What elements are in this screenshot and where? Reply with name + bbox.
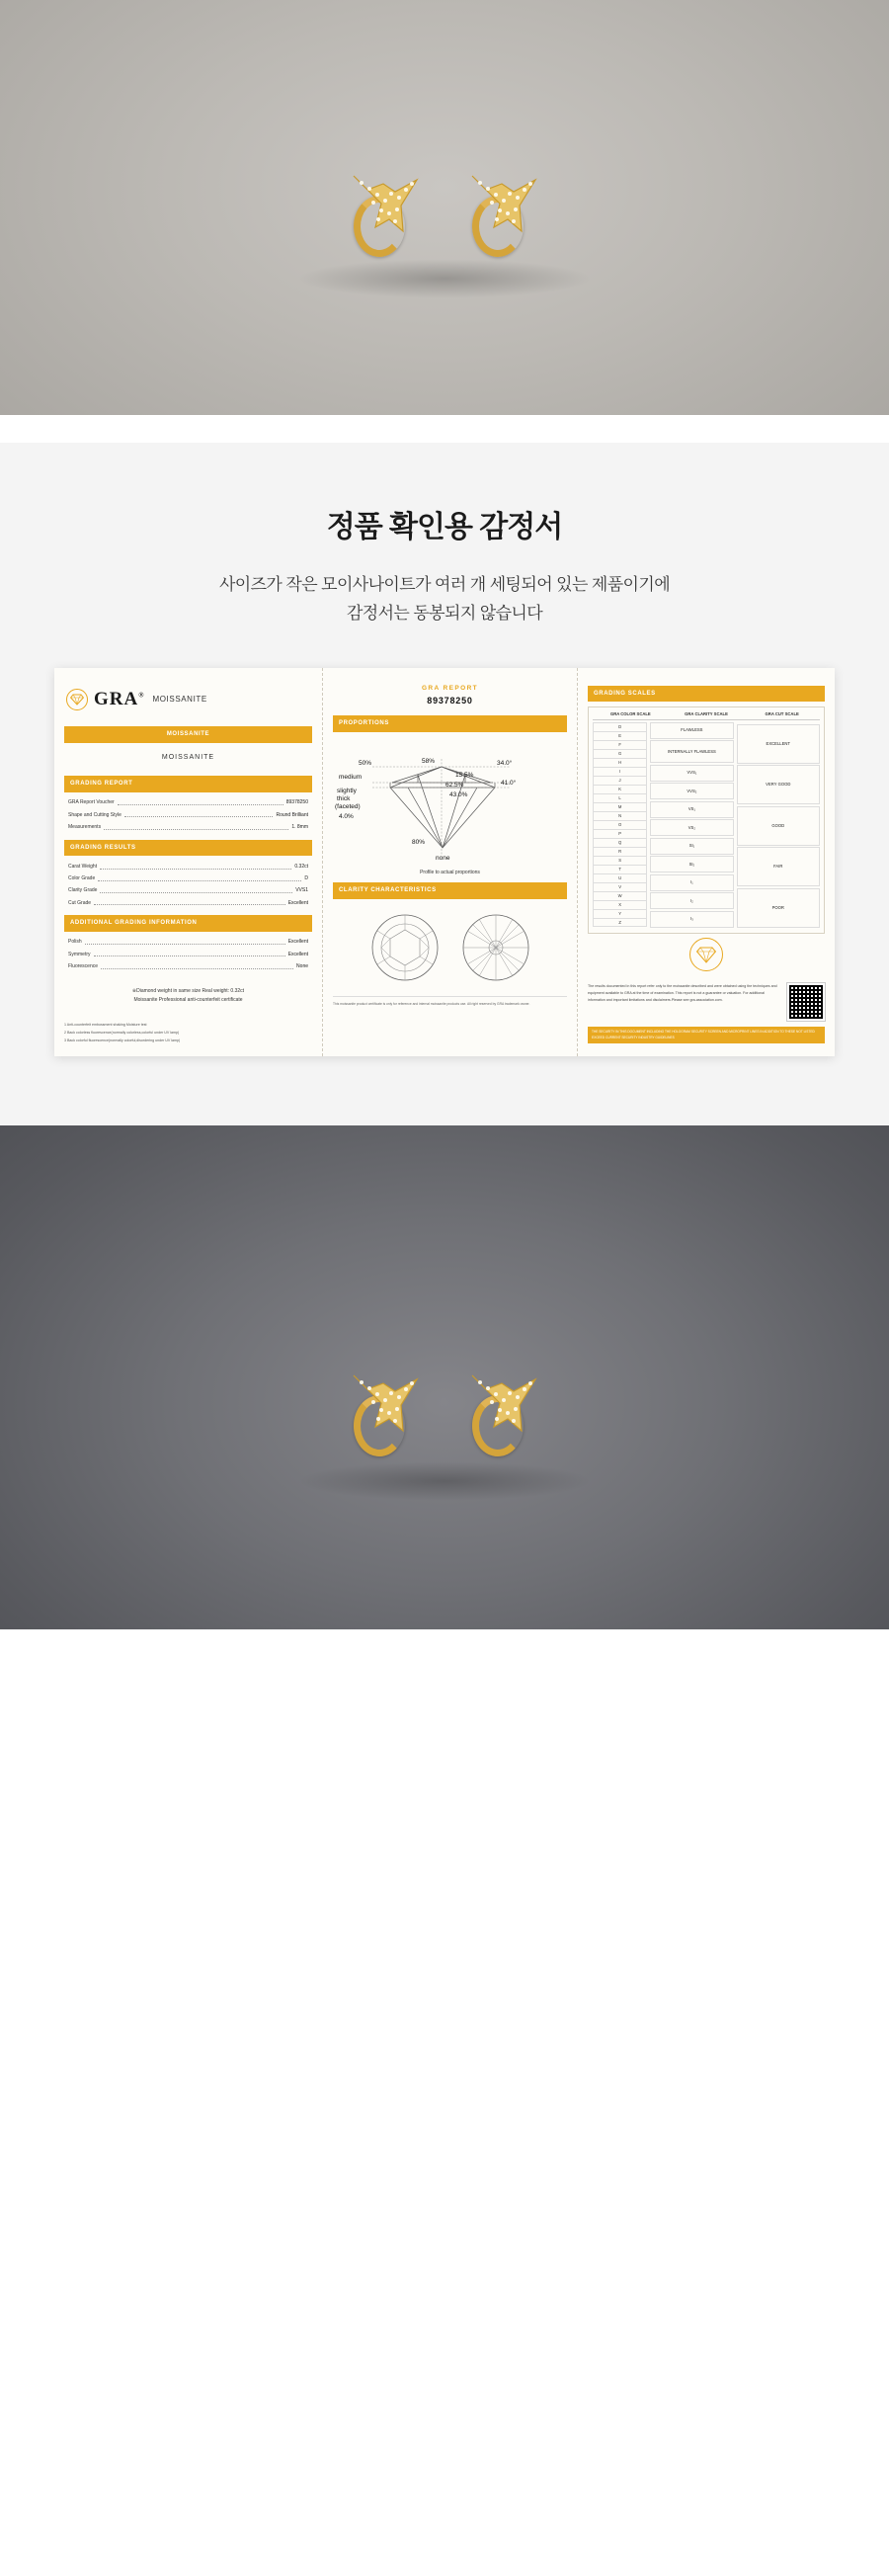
dot-leader <box>100 892 292 893</box>
clarity-scale-column <box>647 722 733 930</box>
color-scale-column <box>593 722 647 930</box>
clarity-cell: INTERNALLY FLAWLESS <box>650 740 733 763</box>
diamond-profile-svg <box>333 737 566 868</box>
report-row <box>64 821 312 833</box>
color-cell: F <box>593 740 647 749</box>
bar-grading-results: GRADING RESULTS <box>64 840 312 857</box>
color-cell: N <box>593 811 647 820</box>
earring-pair-bottom <box>340 1368 549 1476</box>
certificate-section <box>0 443 889 1125</box>
clarity-cell: VVS₁ <box>650 765 733 782</box>
row-value: 89378250 <box>285 799 308 806</box>
hero-product-photo <box>0 0 889 415</box>
whale-tail-icon <box>464 1370 541 1433</box>
earring-right <box>458 1368 549 1476</box>
report-row <box>64 797 312 809</box>
row-value: VVS1 <box>295 887 308 894</box>
color-cell: W <box>593 891 647 900</box>
bar-proportions: PROPORTIONS <box>333 715 567 732</box>
header-cut-scale: GRA CUT SCALE <box>765 711 799 717</box>
row-value: Round Brilliant <box>276 811 308 818</box>
additional-row <box>64 949 312 960</box>
row-label: Measurements <box>68 823 102 830</box>
report-row <box>64 809 312 821</box>
dot-leader <box>94 904 285 905</box>
diamond-pavilion-view-icon <box>457 909 534 986</box>
bottom-product-photo <box>0 1125 889 1629</box>
color-cell: Z <box>593 918 647 927</box>
color-cell: Y <box>593 909 647 918</box>
clarity-cell: VS₁ <box>650 801 733 818</box>
bar-additional-info: ADDITIONAL GRADING INFORMATION <box>64 915 312 932</box>
clarity-cell: I₁ <box>650 874 733 891</box>
svg-text:50%: 50% <box>359 759 372 767</box>
dot-leader <box>98 880 301 881</box>
result-row <box>64 873 312 885</box>
cut-cell: POOR <box>737 888 820 928</box>
cut-cell: GOOD <box>737 806 820 846</box>
color-cell: R <box>593 847 647 856</box>
row-label: Fluorescence <box>68 962 99 969</box>
svg-text:41.0°: 41.0° <box>501 779 517 787</box>
color-cell: K <box>593 785 647 793</box>
weight-note: ※Diamond weight in same size Real weight: 0.32ct <box>131 987 245 994</box>
color-cell: H <box>593 758 647 767</box>
svg-text:34.0°: 34.0° <box>497 759 513 767</box>
section-subtitle <box>0 571 889 628</box>
row-label: Polish <box>68 939 82 946</box>
footnote-2: 2 Back colorless fluorescence(normally colorless,colorful under UV lamp) <box>64 1030 180 1035</box>
clarity-cell: SI₂ <box>650 856 733 873</box>
row-value: Excellent <box>287 939 308 946</box>
result-row <box>64 885 312 897</box>
header-clarity-scale: GRA CLARITY SCALE <box>685 711 728 717</box>
clarity-diagrams <box>333 905 567 990</box>
color-cell: E <box>593 731 647 740</box>
row-label: Symmetry <box>68 951 91 957</box>
disclaimer-text: The results documented in this report refer only to the moissanite described and were obtained using the techniques and equipment available to GRA at the time of examination. This report is not a guarantee or valuation. For additional information and important limitations and disclaimers.Please see gra-association.com. <box>588 984 777 1002</box>
dot-leader <box>124 816 274 817</box>
brand-superscript: ® <box>138 691 145 700</box>
brand-name <box>94 686 144 713</box>
color-cell: V <box>593 882 647 891</box>
cut-scale-column <box>734 722 820 930</box>
dot-leader <box>100 869 291 870</box>
certificate-left-panel <box>54 668 323 1057</box>
svg-text:62.5%: 62.5% <box>445 781 464 789</box>
gra-seal-icon <box>689 938 723 971</box>
svg-text:thick: thick <box>337 794 351 802</box>
row-label: Clarity Grade <box>68 887 98 894</box>
proportions-caption: Profile to actual proportions <box>420 869 480 875</box>
diamond-icon <box>66 689 88 710</box>
bar-grading-scales: GRADING SCALES <box>588 686 825 703</box>
row-label: Carat Weight <box>68 863 98 870</box>
proportions-diagram <box>333 737 567 868</box>
color-cell: O <box>593 820 647 829</box>
earring-left <box>340 168 431 277</box>
anticounterfeit-note: Moissanite Professional anti-counterfeit certificate <box>133 997 243 1004</box>
dot-leader <box>101 968 293 969</box>
whale-tail-icon <box>464 170 541 233</box>
certificate-middle-panel <box>323 668 578 1057</box>
result-rows <box>64 861 312 909</box>
left-center-label: MOISSANITE <box>161 754 215 762</box>
security-strip: THE SECURITY IN THIS DOCUMENT INCLUDING THE HOLOGRAM SECURITY SCREEN AND MICROPRINT LINES IN ADDITION TO THESE NOT LISTED EXCEED CURRENT SECURITY INDUSTRY GUIDELINES <box>588 1027 825 1043</box>
qr-code-icon <box>787 983 825 1021</box>
scales-header-row <box>593 711 820 719</box>
additional-rows <box>64 937 312 973</box>
cut-cell: EXCELLENT <box>737 724 820 764</box>
result-row <box>64 897 312 909</box>
subtitle-line-1: 사이즈가 작은 모이사나이트가 여러 개 세팅되어 있는 제품이기에 <box>218 575 671 594</box>
clarity-cell: I₃ <box>650 911 733 928</box>
whale-tail-icon <box>346 1370 423 1433</box>
spacer <box>0 415 889 443</box>
row-value: 1. 8mm <box>291 823 308 830</box>
row-value: Excellent <box>287 951 308 957</box>
svg-text:none: none <box>436 854 450 862</box>
brand-name-text: GRA <box>94 688 139 709</box>
bar-grading-report: GRADING REPORT <box>64 776 312 792</box>
color-cell: J <box>593 776 647 785</box>
seal-wrapper <box>588 934 825 973</box>
brand-subtitle: MOISSANITE <box>152 694 207 704</box>
scales-body <box>593 722 820 930</box>
whale-tail-icon <box>346 170 423 233</box>
earring-pair-top <box>340 168 549 277</box>
report-rows <box>64 797 312 834</box>
report-header <box>333 680 567 709</box>
cut-cell: FAIR <box>737 847 820 886</box>
bar-moissanite: MOISSANITE <box>64 726 312 743</box>
row-value: 0.32ct <box>294 863 308 870</box>
row-value: D <box>304 875 308 882</box>
color-cell: G <box>593 749 647 758</box>
header-color-scale: GRA COLOR SCALE <box>609 711 651 717</box>
color-cell: D <box>593 722 647 731</box>
color-cell: S <box>593 856 647 865</box>
dot-leader <box>104 829 288 830</box>
grading-scales-table <box>588 706 825 934</box>
svg-text:58%: 58% <box>422 757 436 765</box>
result-row <box>64 861 312 873</box>
gra-certificate-card <box>54 668 835 1057</box>
bar-clarity-characteristics: CLARITY CHARACTERISTICS <box>333 882 567 899</box>
dot-leader <box>118 804 283 805</box>
report-number: 89378250 <box>427 696 473 706</box>
color-cell: U <box>593 873 647 882</box>
earring-left <box>340 1368 431 1476</box>
earring-right <box>458 168 549 277</box>
left-footnotes <box>64 1022 312 1045</box>
middle-footnote: This moissanite product certificate is only for reference and internal moissanite products use. All right reserved by GRA trademark owner. <box>333 996 567 1007</box>
svg-text:80%: 80% <box>412 838 426 846</box>
additional-row <box>64 960 312 972</box>
clarity-cell: VVS₂ <box>650 783 733 799</box>
svg-text:43.0%: 43.0% <box>449 790 468 798</box>
dot-leader <box>85 944 285 945</box>
certificate-right-panel <box>578 668 835 1057</box>
color-cell: L <box>593 793 647 802</box>
clarity-cell: I₂ <box>650 892 733 909</box>
row-label: Cut Grade <box>68 899 92 906</box>
left-notes <box>64 987 312 1006</box>
svg-text:medium: medium <box>339 773 363 781</box>
section-title: 정품 확인용 감정서 <box>326 511 563 543</box>
svg-text:4.0%: 4.0% <box>339 812 354 820</box>
row-value: Excellent <box>287 899 308 906</box>
right-footer <box>588 983 825 1021</box>
footnote-3: 3 Back colorful fluorescence(normally colorful,disordering under UV lamp) <box>64 1038 181 1042</box>
row-label: GRA Report Voucher <box>68 799 115 806</box>
color-cell: Q <box>593 838 647 847</box>
report-label: GRA REPORT <box>421 684 479 692</box>
color-cell: I <box>593 767 647 776</box>
clarity-cell: VS₂ <box>650 819 733 836</box>
color-cell: P <box>593 829 647 838</box>
clarity-cell: FLAWLESS <box>650 722 733 739</box>
subtitle-line-2: 감정서는 동봉되지 않습니다 <box>346 603 543 623</box>
row-value: None <box>296 962 308 969</box>
color-cell: T <box>593 865 647 873</box>
svg-text:15.5%: 15.5% <box>455 771 474 779</box>
color-cell: X <box>593 900 647 909</box>
row-label: Color Grade <box>68 875 96 882</box>
row-label: Shape and Cutting Style <box>68 811 121 818</box>
clarity-cell: SI₁ <box>650 838 733 855</box>
cut-cell: VERY GOOD <box>737 765 820 804</box>
svg-text:slightly: slightly <box>337 787 357 794</box>
svg-text:(faceted): (faceted) <box>335 802 361 810</box>
color-cell: M <box>593 802 647 811</box>
footnote-1: 1 Anti-counterfeit embossment shaking Moisture test <box>64 1022 147 1027</box>
diamond-crown-view-icon <box>366 909 444 986</box>
gra-logo <box>64 680 312 721</box>
additional-row <box>64 937 312 949</box>
